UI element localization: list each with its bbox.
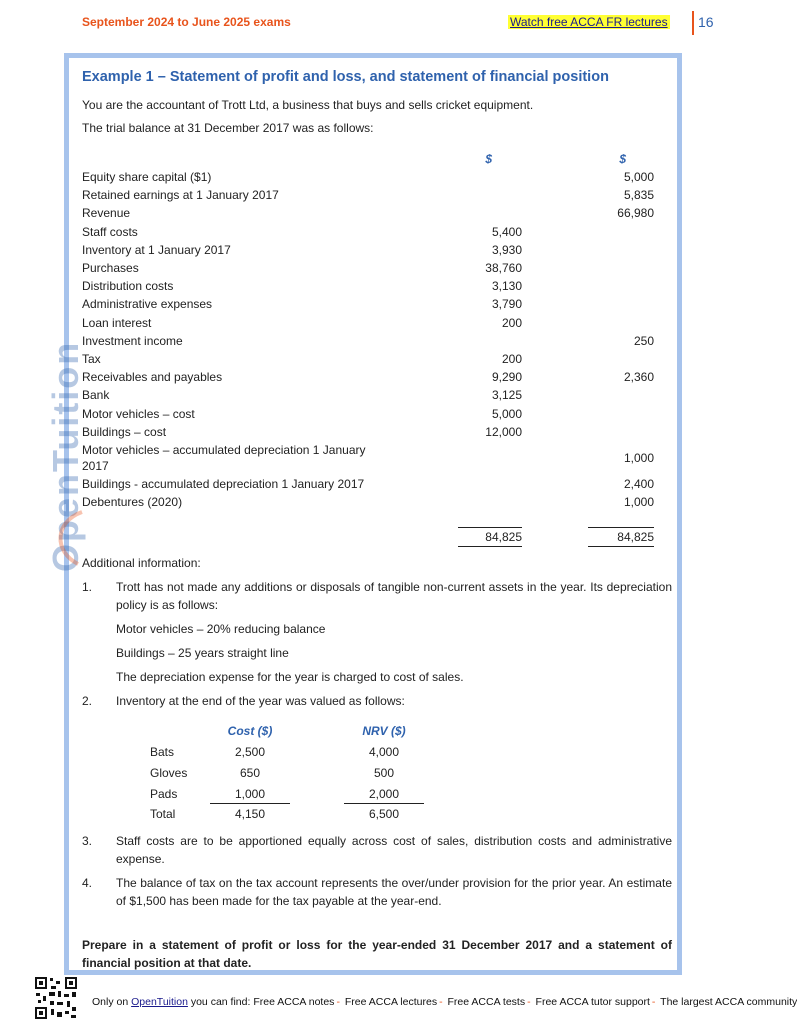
account-name: Debentures (2020) [82, 495, 183, 510]
account-name: Tax [82, 352, 101, 366]
footer-item: The largest ACCA community [660, 996, 797, 1008]
account-name: Motor vehicles – accumulated depreciation 1 January [82, 443, 366, 457]
trial-balance-intro: The trial balance at 31 December 2017 was as follows: [82, 121, 374, 135]
debit-amount: 3,130 [491, 279, 522, 294]
trial-balance-row [82, 475, 672, 493]
qr-code-icon [34, 976, 78, 1020]
account-name: Revenue [82, 206, 131, 221]
inventory-cost: 2,500 [234, 745, 266, 759]
header-divider [692, 11, 694, 35]
footer-item: Free ACCA notes [253, 996, 335, 1008]
item-1-depreciation-note: The depreciation expense for the year is charged to cost of sales. [116, 670, 464, 684]
item-1-text: Trott has not made any additions or disposals of tangible non-current assets in the year. Its depreciation policy is as follows: [116, 580, 672, 612]
trial-balance-row [82, 350, 672, 368]
debit-amount: 5,000 [491, 406, 522, 421]
trial-balance-row [82, 204, 672, 222]
debit-total-rule-bottom [458, 546, 522, 547]
inventory-total-cost: 4,150 [234, 807, 266, 821]
inventory-item: Gloves [150, 766, 188, 780]
credit-total-rule-bottom [588, 546, 654, 547]
footer-item: Free ACCA tests [447, 996, 526, 1008]
additional-info-heading: Additional information: [82, 556, 201, 570]
account-name: Inventory at 1 January 2017 [82, 242, 231, 257]
watermark-text: OpenTuition [45, 340, 86, 572]
credit-total: 84,825 [617, 530, 654, 544]
free-lectures-link[interactable]: Watch free ACCA FR lectures [510, 15, 668, 29]
account-name: Purchases [82, 261, 139, 275]
item-3-number: 3. [82, 834, 93, 848]
account-name: Loan interest [82, 315, 152, 330]
trial-balance-row [82, 441, 672, 473]
debit-amount: 200 [501, 352, 522, 366]
account-name: Staff costs [82, 224, 138, 239]
item-4-number: 4. [82, 876, 93, 890]
trial-balance-row [82, 493, 672, 511]
item-1-buildings-policy: Buildings – 25 years straight line [116, 646, 289, 660]
credit-amount: 2,360 [623, 370, 654, 385]
account-name: Bank [82, 388, 110, 403]
debit-amount: 12,000 [485, 424, 522, 439]
trial-balance-row [82, 423, 672, 441]
trial-balance-row [82, 168, 672, 186]
inventory-nrv-rule [344, 803, 424, 804]
account-name: Buildings – cost [82, 424, 167, 439]
debit-amount: 200 [501, 315, 522, 330]
page-number: 16 [698, 14, 714, 30]
credit-amount: 66,980 [617, 206, 654, 221]
account-name: Investment income [82, 333, 183, 348]
inventory-total-nrv: 6,500 [368, 807, 400, 821]
inventory-cost-header: Cost ($) [227, 724, 273, 738]
inventory-cost: 1,000 [234, 787, 266, 801]
opentuition-link[interactable]: OpenTuition [131, 996, 188, 1008]
credit-amount: 5,835 [623, 188, 654, 203]
account-name: Motor vehicles – cost [82, 406, 195, 421]
credit-amount: 1,000 [623, 495, 654, 510]
credit-amount: 2,400 [623, 477, 654, 491]
credit-currency-header: $ [619, 152, 626, 166]
inventory-item: Bats [150, 745, 175, 759]
item-1-motor-policy: Motor vehicles – 20% reducing balance [116, 622, 326, 636]
intro-text: You are the accountant of Trott Ltd, a business that buys and sells cricket equipment. [82, 98, 534, 112]
trial-balance-row [82, 277, 672, 295]
account-name: Administrative expenses [82, 297, 213, 312]
trial-balance-row [82, 386, 672, 404]
footer-item: Free ACCA tutor support [535, 996, 650, 1008]
trial-balance-total-row [82, 528, 672, 546]
credit-amount: 5,000 [623, 170, 654, 184]
credit-amount: 250 [633, 333, 654, 348]
task-instruction: Prepare in a statement of profit or loss for the year-ended 31 December 2017 and a statement of financial position at that date. [82, 938, 672, 970]
inventory-nrv-header: NRV ($) [362, 724, 406, 738]
inventory-total-label: Total [150, 807, 176, 821]
debit-amount: 9,290 [491, 370, 522, 385]
item-3-text: Staff costs are to be apportioned equally across cost of sales, distribution costs and administrative expense. [116, 834, 672, 866]
credit-amount: 1,000 [623, 451, 654, 465]
debit-currency-header: $ [485, 152, 492, 166]
trial-balance-row [82, 186, 672, 204]
item-1-number: 1. [82, 580, 93, 594]
inventory-nrv: 4,000 [368, 745, 400, 759]
trial-balance-row [82, 223, 672, 241]
example-title: Example 1 – Statement of profit and loss, and statement of financial position [82, 69, 609, 85]
account-name-continued: 2017 [82, 459, 109, 473]
inventory-cost-rule [210, 803, 290, 804]
debit-amount: 38,760 [485, 261, 522, 275]
item-2-text: Inventory at the end of the year was valued as follows: [116, 694, 405, 708]
inventory-cost: 650 [239, 766, 261, 780]
inventory-nrv: 2,000 [368, 787, 400, 801]
footer-prefix: Only on [92, 996, 129, 1008]
inventory-nrv: 500 [373, 766, 395, 780]
footer-promo: Only on OpenTuition you can find: Free ACCA notes - Free ACCA lectures - Free ACCA tests - Free ACCA tutor support - The largest ACCA community [92, 996, 797, 1008]
trial-balance-row [82, 259, 672, 277]
debit-total: 84,825 [485, 530, 522, 544]
account-name: Buildings - accumulated depreciation 1 January 2017 [82, 477, 365, 491]
trial-balance-row [82, 241, 672, 259]
trial-balance-row [82, 295, 672, 313]
header-exam-period: September 2024 to June 2025 exams [82, 15, 291, 29]
footer-item: Free ACCA lectures [344, 996, 438, 1008]
trial-balance-row [82, 368, 672, 386]
inventory-item: Pads [150, 787, 178, 801]
item-4-text: The balance of tax on the tax account represents the over/under provision for the prior year. An estimate of $1,500 has been made for the tax payable at the year-end. [116, 876, 672, 908]
account-name: Distribution costs [82, 279, 174, 294]
debit-amount: 3,930 [491, 242, 522, 257]
debit-amount: 5,400 [491, 224, 522, 239]
trial-balance-row [82, 314, 672, 332]
item-2-number: 2. [82, 694, 93, 708]
trial-balance-row [82, 405, 672, 423]
debit-amount: 3,790 [491, 297, 522, 312]
account-name: Retained earnings at 1 January 2017 [82, 188, 279, 203]
account-name: Equity share capital ($1) [82, 170, 212, 184]
trial-balance-row [82, 332, 672, 350]
footer-middle: you can find: [190, 996, 251, 1008]
account-name: Receivables and payables [82, 370, 223, 385]
debit-amount: 3,125 [491, 388, 522, 403]
